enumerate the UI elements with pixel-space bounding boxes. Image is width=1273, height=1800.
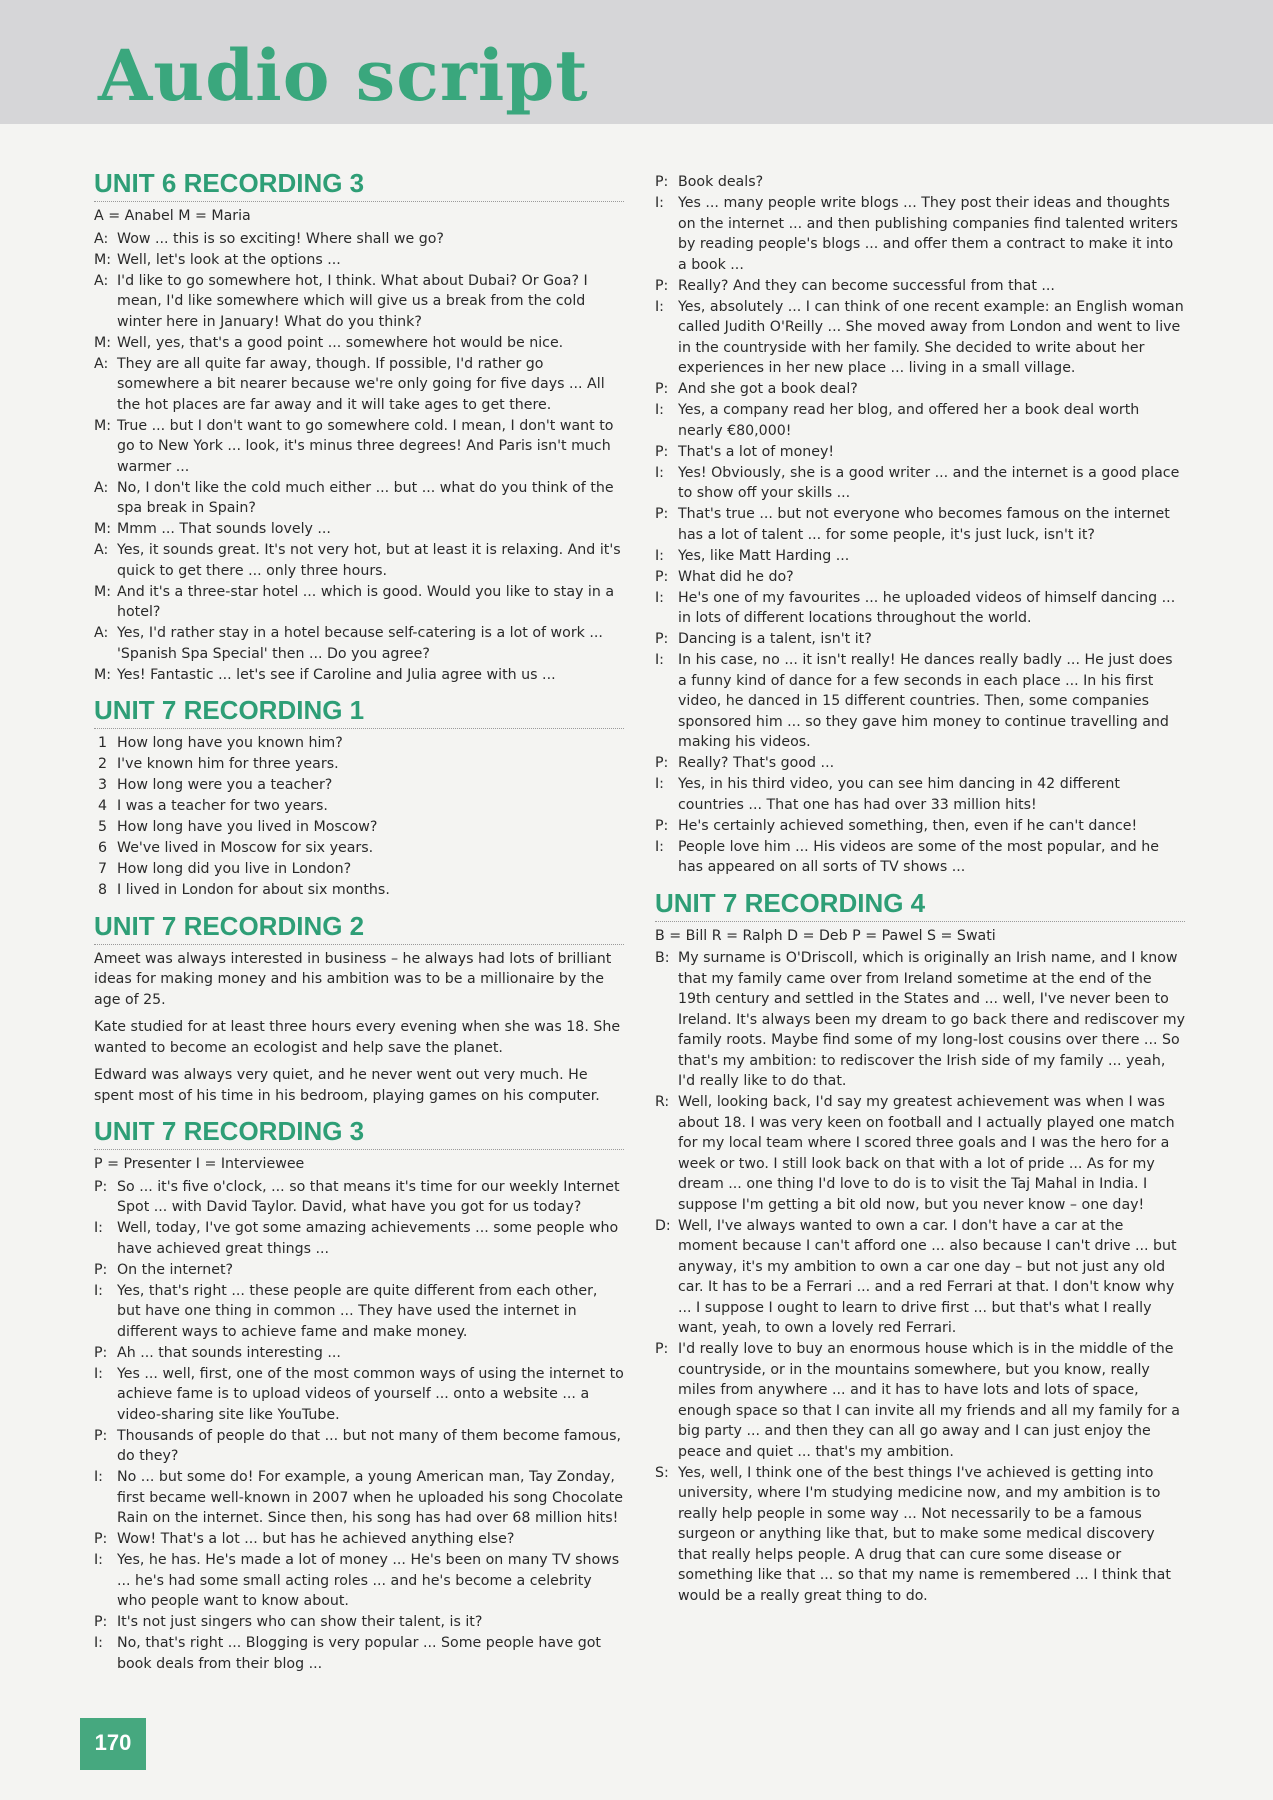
dialogue-text: Thousands of people do that ... but not many of them become famous, do they? [117,1427,622,1464]
dialogue-line [655,463,1185,504]
speaker-label: P: [655,443,669,460]
dialogue-line [655,567,1185,588]
dialogue-text: In his case, no ... it isn't really! He dances really badly ... He just does a funny kind of dance for a few seconds in each place ... In his first video, he danced in 15 different countries. Then, some companies sponsored him ... so they gave him money to continue travelling and making his videos. [678,652,1173,750]
dialogue-text: That's a lot of money! [678,443,835,460]
item-text: How long have you lived in Moscow? [117,819,378,835]
speaker-label: P: [94,1614,108,1630]
item-text: How long were you a teacher? [117,777,333,793]
numbered-item [94,754,624,775]
speaker-label: I: [94,1469,103,1485]
dialogue-line [94,271,624,333]
dialogue-text: I'd really love to buy an enormous house which is in the middle of the countryside, or in the mountains somewhere, but you know, really miles from anywhere ... and it has to have lots and lots of space, enough space so that I can invite all my friends and all my family for a big party ... and then they can all go away and I can just enjoy the peace and quiet ... that's my ambition. [678,1341,1180,1460]
section-heading: UNIT 7 RECORDING 4 [655,888,1185,922]
item-number: 6 [98,840,108,856]
numbered-item [94,859,624,880]
dialogue-line [655,172,1185,193]
dialogue-text: They are all quite far away, though. If possible, I'd rather go somewhere a bit nearer because we're only going for five days ... All the hot places are far away and it will take ages to get there. [117,355,605,413]
dialogue-line [94,623,624,664]
dialogue-text: Yes, well, I think one of the best things I've achieved is getting into university, where I'm studying medicine now, and my ambition is to really help people in some way ... Not necessarily to be a famous surgeon or anything like that, but to make some medical discovery that really helps people. A drug that can cure some disease or something like that ... so that my name is remembered ... I think that would be a really great thing to do. [678,1464,1171,1604]
section-heading: UNIT 7 RECORDING 3 [94,1116,624,1150]
speaker-key: P = Presenter I = Interviewee [94,1156,305,1172]
dialogue-text: Yes, in his third video, you can see him dancing in 42 different countries ... That one has had over 33 million hits! [678,776,1120,813]
speaker-label: P: [94,1178,108,1195]
speaker-label: M: [94,583,112,600]
speaker-label: R: [655,1094,670,1110]
speaker-label: A: [94,230,109,247]
dialogue-line [655,948,1185,1092]
numbered-item [94,880,624,901]
dialogue-text: Yes, it sounds great. It's not very hot, but at least it is relaxing. And it's quick to get there ... only three hours. [117,542,621,579]
dialogue-line [94,540,624,581]
dialogue-text: Yes! Obviously, she is a good writer ... and the internet is a good place to show off your skills ... [678,464,1180,501]
item-text: I lived in London for about six months. [117,882,390,898]
speaker-label: I: [94,1220,103,1236]
dialogue-text: Really? And they can become successful from that ... [678,277,1055,294]
speaker-label: M: [94,334,112,351]
dialogue-line [94,478,624,519]
speaker-key: B = Bill R = Ralph D = Deb P = Pawel S = Swati [655,927,996,944]
dialogue-line [655,837,1185,878]
dialogue-line [94,250,624,271]
item-text: How long did you live in London? [117,861,352,877]
dialogue-text: Wow ... this is so exciting! Where shall we go? [117,230,444,247]
dialogue-text: No, I don't like the cold much either ... but ... what do you think of the spa break in Spain? [117,479,614,516]
dialogue-text: I'd like to go somewhere hot, I think. What about Dubai? Or Goa? I mean, I'd like somewhere which will give us a break from the cold winter here in January! What do you think? [117,272,588,330]
speaker-label: I: [94,1635,103,1651]
dialogue-line [94,333,624,354]
dialogue-text: Wow! That's a lot ... but has he achieved anything else? [117,1531,515,1547]
speaker-label: I: [94,1365,103,1382]
speaker-label: I: [655,547,664,564]
dialogue-line [94,1426,624,1467]
dialogue-text: Ah ... that sounds interesting ... [117,1344,341,1361]
dialogue-text: Yes ... well, first, one of the most common ways of using the internet to achieve fame is to upload videos of yourself ... onto a website ... a video-sharing site like YouTube. [117,1365,624,1423]
item-text: I've known him for three years. [117,756,339,772]
speaker-label: I: [655,838,664,855]
dialogue-line [94,1281,624,1343]
dialogue-text: Yes, that's right ... these people are quite different from each other, but have one thing in common ... They have used the internet in different ways to achieve fame and make money. [117,1282,598,1340]
left-column [94,168,624,1675]
dialogue-line [655,774,1185,815]
speaker-label: P: [655,755,669,771]
speaker-label: A: [94,479,109,496]
section-heading: UNIT 7 RECORDING 2 [94,911,624,945]
item-number: 7 [98,861,108,877]
item-number: 3 [98,777,108,793]
page-number: 170 [94,1730,132,1755]
speaker-label: M: [94,666,112,683]
numbered-item [94,775,624,796]
speaker-label: A: [94,542,109,558]
dialogue-text: Yes! Fantastic ... let's see if Caroline and Julia agree with us ... [117,666,556,683]
dialogue-text: Well, let's look at the options ... [117,251,341,268]
dialogue-line [655,650,1185,753]
dialogue-line [655,442,1185,463]
numbered-item [94,817,624,838]
dialogue-line [655,297,1185,379]
speaker-label: I: [655,776,664,792]
dialogue-text: It's not just singers who can show their talent, is it? [117,1614,483,1630]
speaker-label: A: [94,272,109,289]
numbered-item [94,796,624,817]
speaker-label: D: [655,1217,671,1234]
item-text: We've lived in Moscow for six years. [117,840,374,856]
speaker-label: P: [94,1531,108,1547]
dialogue-line [94,1218,624,1259]
dialogue-text: On the internet? [117,1261,234,1278]
speaker-label: M: [94,251,112,268]
dialogue-text: He's certainly achieved something, then, even if he can't dance! [678,817,1138,834]
dialogue-text: My surname is O'Driscoll, which is originally an Irish name, and I know that my family came over from Ireland sometime at the end of the 19th century and settled in the States and ... well, I've never been to Ireland. It's always been my dream to go back there and rediscover my family roots. Maybe find some of my long-lost cousins over there ... So that's my ambition: to rediscover the Irish side of my family ... yeah, I'd really like to do that. [678,950,1186,1089]
dialogue-text: Really? That's good ... [678,755,835,771]
item-number: 4 [98,798,108,814]
dialogue-text: True ... but I don't want to go somewhere cold. I mean, I don't want to go to New York ... look, it's minus three degrees! And Paris isn't much warmer ... [117,417,614,475]
speaker-label: I: [655,652,664,668]
speaker-label: S: [655,1464,669,1481]
speaker-label: P: [655,817,669,834]
dialogue-line [655,629,1185,650]
speaker-label: I: [655,402,664,418]
item-number: 2 [98,756,108,772]
item-number: 8 [98,882,108,898]
dialogue-line [655,276,1185,297]
speaker-label: P: [655,631,669,647]
dialogue-line [94,416,624,478]
dialogue-text: Dancing is a talent, isn't it? [678,631,872,647]
dialogue-line [94,519,624,540]
dialogue-line [94,1177,624,1218]
paragraph: Edward was always very quiet, and he never went out very much. He spent most of his time in his bedroom, playing games on his computer. [94,1067,600,1104]
speaker-label: I: [94,1552,103,1568]
speaker-label: P: [94,1427,108,1444]
dialogue-line [94,1612,624,1633]
dialogue-line [655,546,1185,567]
dialogue-text: That's true ... but not everyone who becomes famous on the internet has a lot of talent ... for some people, it's just luck, isn't it? [678,506,1170,543]
dialogue-text: Yes, a company read her blog, and offered her a book deal worth nearly €80,000! [678,402,1140,439]
dialogue-text: Yes, I'd rather stay in a hotel because self-catering is a lot of work ... 'Spanish Spa Special' then ... Do you agree? [117,625,603,662]
speaker-label: P: [655,381,669,397]
paragraph: Ameet was always interested in business – he always had lots of brilliant ideas for making money and his ambition was to be a millionaire by the age of 25. [94,950,612,1008]
speaker-label: I: [655,195,664,211]
speaker-label: A: [94,355,109,372]
item-text: How long have you known him? [117,735,343,751]
dialogue-line [655,1339,1185,1462]
speaker-label: P: [655,506,669,522]
dialogue-line [94,354,624,416]
speaker-label: M: [94,417,112,434]
speaker-label: P: [655,174,669,190]
dialogue-text: Yes, he has. He's made a lot of money ... He's been on many TV shows ... he's had some small acting roles ... and he's become a celebrity who people want to know about. [117,1552,620,1609]
item-text: I was a teacher for two years. [117,798,328,814]
dialogue-line [655,193,1185,275]
dialogue-text: People love him ... His videos are some of the most popular, and he has appeared on all sorts of TV shows ... [678,838,1159,875]
dialogue-text: Book deals? [678,174,764,190]
dialogue-line [655,588,1185,629]
dialogue-line [655,1216,1185,1339]
dialogue-line [655,1092,1185,1215]
dialogue-line [655,816,1185,837]
dialogue-text: Well, today, I've got some amazing achievements ... some people who have achieved great things ... [117,1220,619,1257]
dialogue-text: So ... it's five o'clock, ... so that means it's time for our weekly Internet Spot ... with David Taylor. David, what have you got for us today? [117,1178,620,1215]
item-number: 5 [98,819,108,835]
dialogue-line [655,379,1185,400]
dialogue-line [94,229,624,250]
speaker-label: P: [94,1344,108,1361]
speaker-label: P: [655,568,669,585]
dialogue-line [94,1260,624,1281]
dialogue-text: Mmm ... That sounds lovely ... [117,521,331,537]
paragraph: Kate studied for at least three hours every evening when she was 18. She wanted to become an ecologist and help save the planet. [94,1019,621,1056]
numbered-item [94,733,624,754]
dialogue-text: Yes ... many people write blogs ... They post their ideas and thoughts on the internet ... and then publishing companies find talented writers by reading people's blogs ... and offer them a contract to make it into a book ... [678,195,1178,273]
page-number-box [80,1718,146,1770]
dialogue-text: No ... but some do! For example, a young American man, Tay Zonday, first became well-known in 2007 when he uploaded his song Chocolate Rain on the internet. Since then, his song has had over 68 million hits! [117,1469,623,1526]
dialogue-line [94,1633,624,1674]
dialogue-line [655,400,1185,441]
dialogue-text: What did he do? [678,568,794,585]
speaker-label: P: [94,1261,108,1278]
dialogue-text: Well, I've always wanted to own a car. I don't have a car at the moment because I can't afford one ... also because I can't drive ... but anyway, it's my ambition to own a car one day – but not just any old car. It has to be a Ferrari ... and a red Ferrari at that. I don't know why ... I suppose I ought to learn to drive first ... but that's what I really want, yeah, to own a lovely red Ferrari. [678,1217,1177,1336]
speaker-label: P: [655,1341,669,1357]
section-heading: UNIT 7 RECORDING 1 [94,695,624,729]
dialogue-line [94,1529,624,1550]
speaker-label: I: [655,464,664,481]
page-title: Audio script [98,34,589,117]
speaker-label: A: [94,625,109,641]
section-heading: UNIT 6 RECORDING 3 [94,168,624,202]
dialogue-text: Well, yes, that's a good point ... somewhere hot would be nice. [117,334,564,351]
dialogue-text: Yes, absolutely ... I can think of one recent example: an English woman called Judith O'Reilly ... She moved away from London and went to live in the countryside with her family. She decided to write about her experiences in her new place ... living in a small village. [678,298,1184,376]
item-number: 1 [98,735,108,751]
dialogue-text: Well, looking back, I'd say my greatest achievement was when I was about 18. I was very keen on football and I actually played one match for my local team where I scored three goals and I was the hero for a week or two. I still look back on that with a lot of pride ... As for my dream ... one thing I'd love to do is to visit the Taj Mahal in India. I suppose I'm getting a bit old now, but you never know – one day! [678,1094,1175,1213]
dialogue-line [94,1550,624,1612]
dialogue-line [94,1343,624,1364]
dialogue-line [655,1463,1185,1607]
dialogue-line [94,1364,624,1426]
dialogue-text: Yes, like Matt Harding ... [678,547,850,564]
speaker-label: I: [94,1282,103,1299]
dialogue-line [655,504,1185,545]
dialogue-text: And it's a three-star hotel ... which is good. Would you like to stay in a hotel? [117,583,615,620]
dialogue-text: He's one of my favourites ... he uploaded videos of himself dancing ... in lots of different locations throughout the world. [678,589,1176,626]
speaker-label: I: [655,298,664,315]
right-column [655,172,1185,1607]
dialogue-line [94,582,624,623]
speaker-label: P: [655,277,669,294]
speaker-label: I: [655,589,664,606]
speaker-label: B: [655,950,670,966]
dialogue-text: And she got a book deal? [678,381,858,397]
dialogue-line [655,753,1185,774]
numbered-item [94,838,624,859]
speaker-label: M: [94,521,112,537]
dialogue-line [94,665,624,686]
speaker-key: A = Anabel M = Maria [94,208,251,224]
dialogue-line [94,1467,624,1529]
dialogue-text: No, that's right ... Blogging is very popular ... Some people have got book deals from their blog ... [117,1635,601,1672]
